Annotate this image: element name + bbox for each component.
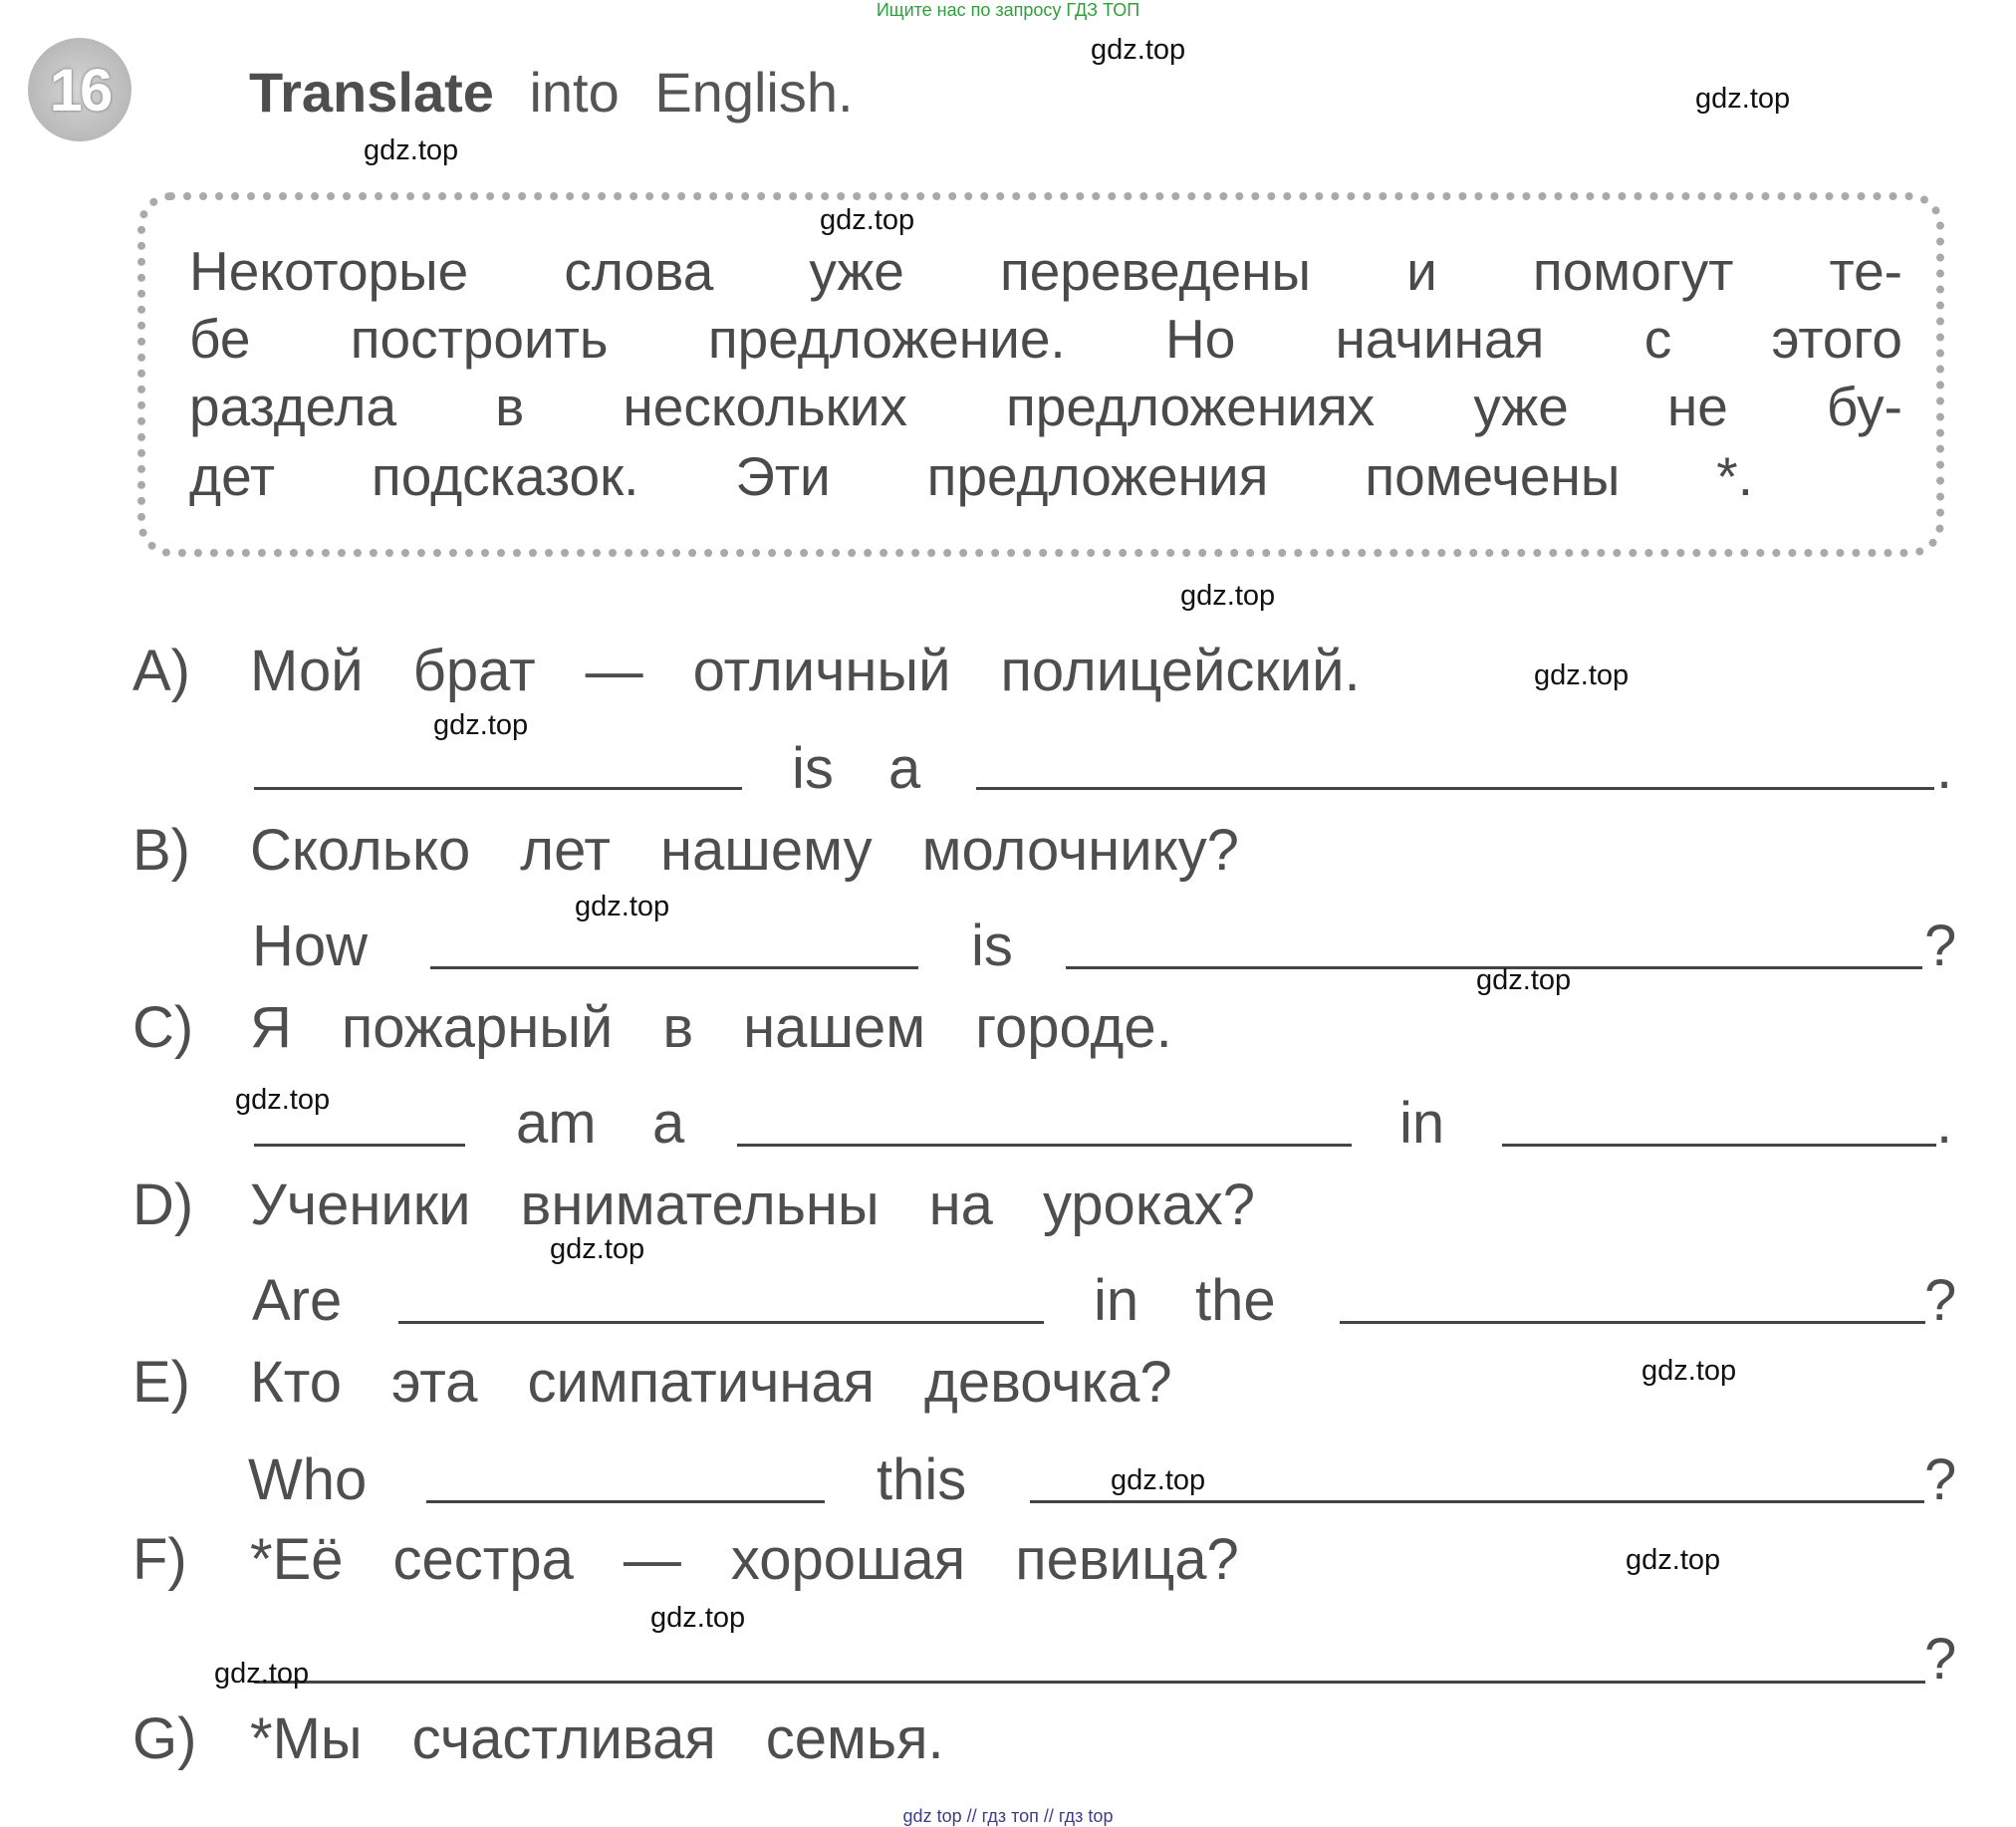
answer-a-blank-1[interactable] (254, 787, 742, 790)
answer-b-word-1: How (252, 914, 369, 978)
item-word: девочка? (924, 1350, 1172, 1415)
answer-b-blank-1[interactable] (430, 966, 918, 969)
note-word: предложения (926, 445, 1269, 507)
item-word: Сколько (250, 818, 471, 883)
note-word: раздела (189, 376, 397, 437)
answer-c-blank-2[interactable] (737, 1144, 1352, 1147)
item-word: певица? (1015, 1527, 1239, 1592)
item-word: отличный (692, 639, 951, 703)
item-letter: C) (132, 995, 194, 1060)
item-c (132, 994, 1172, 1061)
item-sentence (250, 1526, 1239, 1593)
answer-a-end: . (1936, 736, 1953, 801)
note-word: нескольких (623, 376, 907, 437)
answer-d-word-2: in (1094, 1268, 1139, 1333)
note-word: слова (564, 240, 714, 302)
answer-a-word-1: is (792, 736, 834, 801)
answer-d-end: ? (1924, 1268, 1957, 1333)
item-word: семья. (765, 1706, 944, 1771)
note-word: Некоторые (189, 240, 469, 302)
item-word: уроках? (1042, 1173, 1255, 1237)
watermark: gdz.top (1476, 964, 1572, 996)
item-word: — (585, 639, 643, 703)
note-word: уже (809, 240, 904, 302)
note-word: подсказок. (371, 445, 639, 507)
note-word: предложениях (1005, 376, 1376, 437)
title-bold: Translate (249, 61, 494, 124)
note-word: бе (189, 308, 251, 370)
item-sentence (250, 638, 1361, 704)
note-word: Но (1164, 308, 1236, 370)
item-word: хорошая (730, 1527, 966, 1592)
note-word: не (1666, 376, 1728, 437)
item-letter: F) (132, 1527, 187, 1592)
item-letter: G) (132, 1706, 197, 1771)
watermark: gdz.top (650, 1602, 746, 1634)
note-word: построить (350, 308, 609, 370)
answer-c-end: . (1936, 1091, 1953, 1156)
footer-links[interactable]: gdz top // гдз топ // гдз top (902, 1806, 1114, 1826)
note-word: бу- (1826, 376, 1902, 437)
answer-a-blank-2[interactable] (976, 787, 1934, 790)
answer-e-word-1: Who (248, 1447, 368, 1512)
answer-f-blank-1[interactable] (254, 1681, 1925, 1684)
watermark: gdz.top (235, 1084, 331, 1116)
note-line-2 (189, 307, 1902, 371)
item-word: в (662, 995, 694, 1060)
watermark: gdz.top (1091, 34, 1186, 66)
item-f (132, 1526, 1239, 1593)
watermark: gdz.top (575, 891, 670, 922)
watermark: gdz.top (1534, 659, 1630, 691)
item-word: молочнику? (921, 818, 1239, 883)
answer-b-word-2: is (971, 914, 1013, 978)
answer-c-word-2: a (652, 1091, 685, 1156)
item-letter: B) (132, 818, 190, 883)
answer-d-blank-2[interactable] (1340, 1321, 1925, 1324)
answer-b-end: ? (1924, 914, 1957, 978)
item-word: эта (390, 1350, 478, 1415)
item-word: *Мы (250, 1706, 363, 1771)
note-word: с (1643, 308, 1672, 370)
answer-d-word-3: the (1195, 1268, 1276, 1333)
note-line-4 (189, 444, 1753, 508)
watermark: gdz.top (1626, 1544, 1721, 1576)
item-word: сестра (392, 1527, 574, 1592)
watermark: gdz.top (433, 709, 529, 741)
note-word: помогут (1532, 240, 1734, 302)
item-word: Мой (250, 639, 364, 703)
answer-e-end: ? (1924, 1447, 1957, 1512)
watermark: gdz.top (364, 134, 459, 166)
note-line-1 (189, 239, 1902, 303)
watermark: gdz.top (214, 1658, 310, 1690)
item-word: Ученики (250, 1173, 471, 1237)
watermark: gdz.top (820, 204, 915, 236)
item-word: Я (250, 995, 292, 1060)
item-word: пожарный (341, 995, 614, 1060)
answer-c-blank-1[interactable] (254, 1144, 465, 1147)
watermark: gdz.top (550, 1233, 645, 1265)
item-sentence (250, 1172, 1255, 1238)
item-letter: E) (132, 1350, 190, 1415)
item-word: — (623, 1527, 681, 1592)
watermark: gdz.top (1111, 1464, 1206, 1496)
item-g (132, 1705, 944, 1772)
item-sentence (250, 994, 1172, 1061)
item-letter: D) (132, 1173, 194, 1237)
note-word: те- (1829, 240, 1902, 302)
answer-c-word-1: am (516, 1091, 597, 1156)
note-word: начиная (1335, 308, 1545, 370)
item-word: счастливая (411, 1706, 716, 1771)
answer-d-blank-1[interactable] (398, 1321, 1044, 1324)
note-word: Эти (735, 445, 831, 507)
note-word: переведены (999, 240, 1312, 302)
title-rest: into English. (529, 61, 854, 124)
answer-e-blank-2[interactable] (1030, 1500, 1924, 1503)
item-word: нашему (660, 818, 873, 883)
item-letter: A) (132, 639, 190, 703)
item-word: полицейский. (1000, 639, 1361, 703)
answer-f-end: ? (1924, 1627, 1957, 1692)
answer-d-word-1: Are (252, 1268, 343, 1333)
exercise-title (249, 60, 854, 125)
top-banner[interactable]: Ищите нас по запросу ГДЗ ТОП (876, 0, 1140, 20)
watermark: gdz.top (1695, 83, 1791, 115)
answer-c-blank-3[interactable] (1502, 1144, 1936, 1147)
note-line-3 (189, 375, 1902, 438)
item-word: брат (412, 639, 536, 703)
note-word: *. (1716, 445, 1753, 507)
exercise-number: 16 (49, 56, 111, 124)
item-sentence (250, 1349, 1172, 1416)
item-word: внимательны (520, 1173, 880, 1237)
item-sentence (250, 1705, 944, 1772)
note-word: уже (1473, 376, 1569, 437)
item-sentence (250, 817, 1239, 884)
item-e (132, 1349, 1172, 1416)
note-word: предложение. (707, 308, 1066, 370)
watermark: gdz.top (1180, 580, 1276, 612)
note-word: помечены (1365, 445, 1621, 507)
note-word: в (495, 376, 525, 437)
item-b (132, 817, 1239, 884)
item-word: лет (520, 818, 611, 883)
note-word: этого (1771, 308, 1902, 370)
item-word: нашем (743, 995, 926, 1060)
item-word: Кто (250, 1350, 342, 1415)
answer-a-word-2: a (888, 736, 921, 801)
answer-c-word-3: in (1399, 1091, 1445, 1156)
item-d (132, 1172, 1255, 1238)
item-word: городе. (975, 995, 1172, 1060)
answer-e-word-2: this (877, 1447, 967, 1512)
item-word: симпатичная (527, 1350, 876, 1415)
answer-e-blank-1[interactable] (426, 1500, 825, 1503)
exercise-number-badge (28, 38, 131, 141)
item-a (132, 638, 1361, 704)
item-word: *Её (250, 1527, 344, 1592)
note-word: дет (189, 445, 276, 507)
watermark: gdz.top (1641, 1355, 1737, 1387)
item-word: на (928, 1173, 993, 1237)
note-word: и (1406, 240, 1437, 302)
